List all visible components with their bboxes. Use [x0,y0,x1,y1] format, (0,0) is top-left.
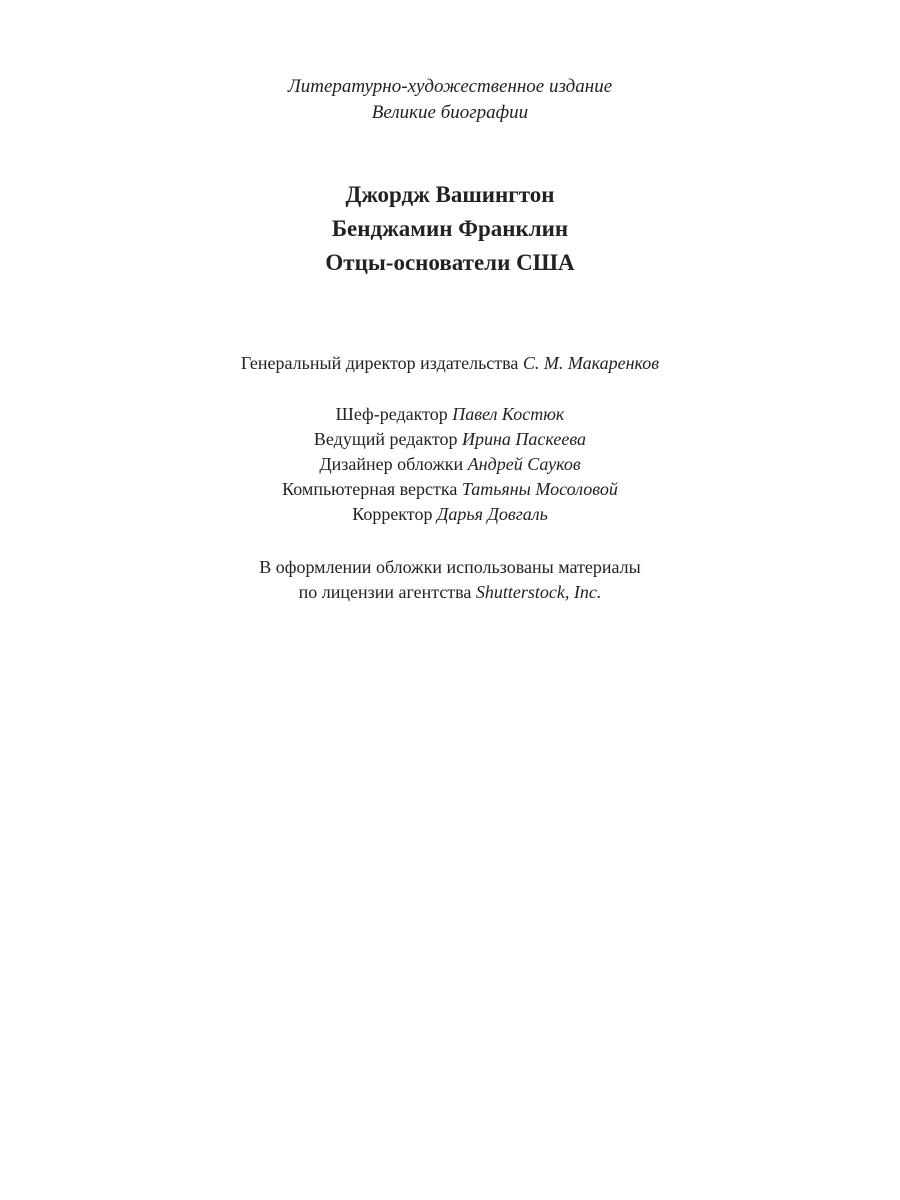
agency-name: Shutterstock, Inc. [475,582,602,602]
staff-role: Дизайнер обложки [319,454,464,474]
staff-role: Компьютерная верстка [282,479,458,499]
director-role: Генеральный директор издательства [240,353,519,373]
staff-name: Ирина Паскеева [462,429,587,449]
title-line-2: Бенджамин Франклин [331,216,569,241]
book-titles [0,178,900,280]
title-line-1: Джордж Вашингтон [345,182,555,207]
staff-role: Корректор [352,504,433,524]
edition-type: Литературно-художественное издание [287,76,613,97]
credits-line-2 [0,580,900,605]
series-name: Великие биографии [371,102,529,123]
staff-name: Татьяны Мосоловой [461,479,618,499]
series-block [0,74,900,126]
director-name: С. М. Макаренков [522,353,660,373]
staff-row [0,452,900,477]
staff-name: Павел Костюк [452,404,565,424]
staff-role: Шеф-редактор [335,404,448,424]
staff-row [0,402,900,427]
staff-row [0,477,900,502]
staff-role: Ведущий редактор [313,429,458,449]
staff-name: Дарья Довгаль [436,504,548,524]
credits-line-1: В оформлении обложки использованы материалы [259,557,641,577]
staff-name: Андрей Сауков [467,454,581,474]
staff-row [0,502,900,527]
title-line-3: Отцы-основатели США [325,250,575,275]
image-credits [0,555,900,605]
staff-list [0,402,900,527]
staff-row [0,427,900,452]
director-line [0,351,900,376]
credits-prefix: по лицензии агентства [298,582,472,602]
